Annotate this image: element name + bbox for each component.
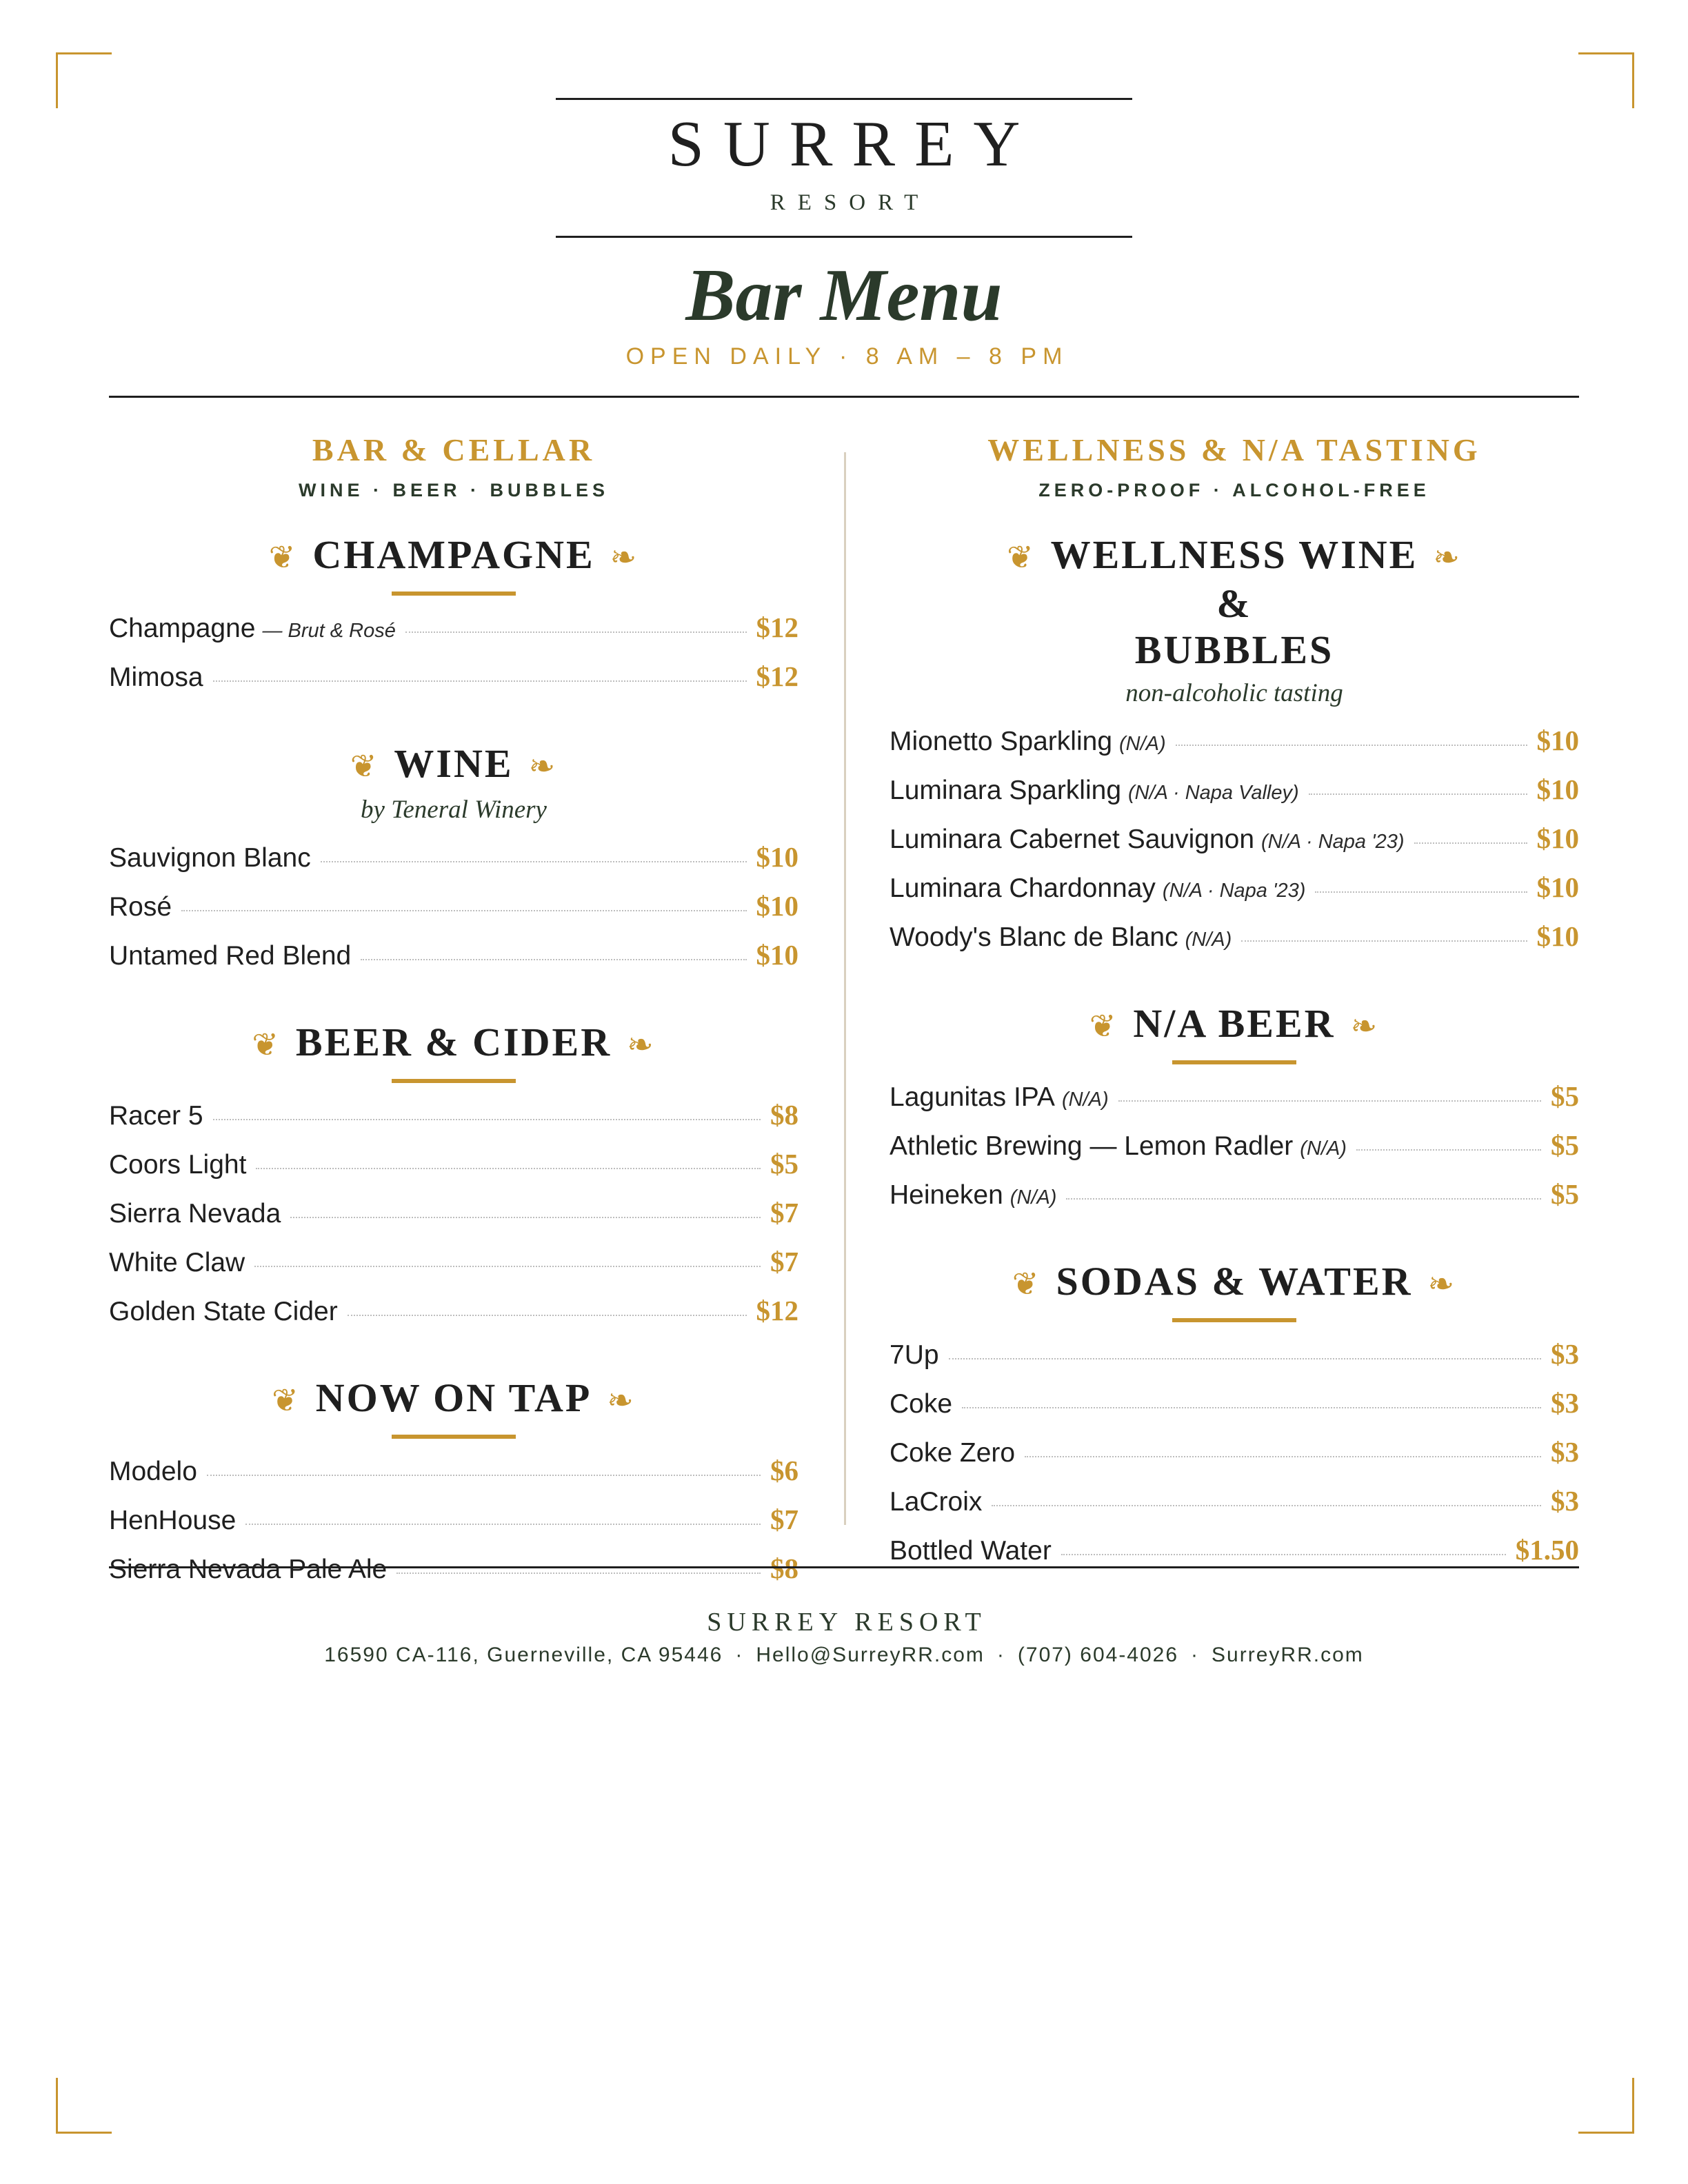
- item-price: $12: [756, 1295, 798, 1327]
- item-name: Golden State Cider: [109, 1297, 338, 1327]
- menu-sections: [890, 532, 1579, 1582]
- fleuron-left-icon: ❦: [1007, 540, 1036, 575]
- item-name: Racer 5: [109, 1101, 203, 1131]
- item-name: Mionetto Sparkling: [890, 727, 1113, 757]
- footer-separator: ·: [735, 1644, 744, 1666]
- item-name: Untamed Red Blend: [109, 941, 352, 971]
- dot-leader: [962, 1407, 1541, 1408]
- item-price: $5: [770, 1148, 798, 1180]
- item-name: Coke Zero: [890, 1438, 1016, 1468]
- menu-section: [890, 1258, 1579, 1582]
- menu-item: [109, 840, 798, 889]
- menu-item: [109, 1503, 798, 1552]
- footer-resort-name: SURREY RESORT: [707, 1608, 987, 1637]
- dot-leader: [290, 1217, 761, 1218]
- item-price: $5: [1551, 1129, 1579, 1162]
- item-note: (N/A · Napa '23): [1162, 880, 1306, 902]
- item-note: (N/A): [1185, 929, 1232, 951]
- item-price: $8: [770, 1553, 798, 1585]
- item-name: Athletic Brewing — Lemon Radler: [890, 1131, 1294, 1162]
- dot-leader: [992, 1505, 1541, 1506]
- section-title-text: WELLNESS WINE: [1050, 532, 1418, 577]
- dot-leader: [1241, 940, 1527, 942]
- fleuron-left-icon: ❦: [1012, 1266, 1041, 1302]
- section-title: [109, 740, 798, 789]
- dot-leader: [213, 680, 747, 682]
- item-price: $10: [756, 841, 798, 873]
- dot-leader: [396, 1573, 761, 1574]
- dot-leader: [949, 1358, 1541, 1359]
- section-title: [109, 532, 798, 580]
- section-title: [890, 532, 1579, 673]
- item-name: Lagunitas IPA: [890, 1082, 1055, 1113]
- footer-website[interactable]: SurreyRR.com: [1212, 1644, 1364, 1666]
- menu-item: [109, 889, 798, 938]
- section-note: non-alcoholic tasting: [1125, 679, 1343, 707]
- fleuron-right-icon: ❧: [610, 540, 639, 575]
- dot-leader: [321, 861, 747, 862]
- menu-item: [890, 822, 1579, 871]
- item-list: [109, 840, 798, 987]
- menu-item: [890, 1080, 1579, 1129]
- item-name: Rosé: [109, 892, 172, 922]
- menu-item: [109, 1552, 798, 1601]
- dot-leader: [1356, 1149, 1541, 1151]
- section-title: [109, 1019, 798, 1068]
- menu-item: [109, 938, 798, 987]
- dot-leader: [1061, 1554, 1506, 1555]
- item-name: 7Up: [890, 1340, 939, 1371]
- menu-item: [109, 1098, 798, 1147]
- menu-item: [890, 1177, 1579, 1226]
- item-list: [890, 724, 1579, 969]
- fleuron-left-icon: ❦: [350, 749, 379, 784]
- item-price: $3: [1551, 1436, 1579, 1468]
- item-name: Champagne: [109, 614, 256, 643]
- menu-item: [890, 1337, 1579, 1386]
- dot-leader: [405, 631, 747, 633]
- item-note: — Brut & Rosé: [262, 620, 396, 642]
- item-price: $7: [770, 1246, 798, 1278]
- item-price: $3: [1551, 1338, 1579, 1371]
- footer-contact: [0, 1645, 1688, 1666]
- dot-leader: [1025, 1456, 1541, 1457]
- item-list: [890, 1337, 1579, 1582]
- item-price: $1.50: [1515, 1534, 1579, 1566]
- section-title: [890, 1000, 1579, 1049]
- menu-item: [890, 1484, 1579, 1533]
- dot-leader: [1309, 793, 1527, 795]
- section-title-text: &: [1216, 581, 1252, 626]
- menu-item: [890, 871, 1579, 920]
- item-price: $6: [770, 1455, 798, 1487]
- column-subheading: ZERO-PROOF · ALCOHOL-FREE: [1038, 480, 1430, 501]
- menu-section: [890, 1000, 1579, 1226]
- item-name: Mimosa: [109, 663, 203, 692]
- item-name: Modelo: [109, 1457, 197, 1487]
- dot-leader: [245, 1524, 761, 1525]
- dot-leader: [1414, 842, 1527, 844]
- menu-item: [109, 1196, 798, 1245]
- footer-phone[interactable]: (707) 604-4026: [1017, 1644, 1179, 1666]
- item-list: [109, 1454, 798, 1601]
- column-heading: BAR & CELLAR: [312, 432, 596, 467]
- dot-leader: [254, 1266, 761, 1267]
- item-price: $7: [770, 1197, 798, 1229]
- menu-item: [109, 1454, 798, 1503]
- logo-rule-top: [556, 98, 1132, 100]
- dot-leader: [361, 959, 746, 960]
- footer-divider: [109, 1566, 1579, 1568]
- item-price: $7: [770, 1504, 798, 1536]
- column-heading: WELLNESS & N/A TASTING: [987, 432, 1481, 467]
- dot-leader: [1066, 1198, 1541, 1200]
- item-price: $10: [756, 939, 798, 971]
- item-name: Coke: [890, 1389, 953, 1419]
- logo-rule-bottom: [556, 236, 1132, 238]
- item-price: $10: [1536, 774, 1579, 806]
- corner-bracket-bottom-left: [56, 2078, 112, 2134]
- item-list: [890, 1080, 1579, 1226]
- section-underline: [392, 1435, 516, 1439]
- section-title: [109, 1375, 798, 1424]
- section-underline: [1172, 1318, 1296, 1322]
- menu-item: [890, 1386, 1579, 1435]
- section-title-text: BUBBLES: [1134, 627, 1334, 672]
- item-name: Heineken: [890, 1180, 1003, 1211]
- item-name: Sauvignon Blanc: [109, 843, 311, 873]
- footer-email[interactable]: Hello@SurreyRR.com: [756, 1644, 985, 1666]
- item-price: $5: [1551, 1080, 1579, 1113]
- menu-item: [890, 1435, 1579, 1484]
- footer-separator: ·: [1191, 1644, 1200, 1666]
- column-divider: [844, 452, 846, 1525]
- menu-item: [109, 1147, 798, 1196]
- fleuron-left-icon: ❦: [252, 1027, 281, 1063]
- item-name: White Claw: [109, 1248, 245, 1278]
- item-note: (N/A): [1300, 1138, 1347, 1160]
- section-title-text: BEER & CIDER: [295, 1020, 612, 1065]
- section-title: [890, 1258, 1579, 1307]
- column-subheading: WINE · BEER · BUBBLES: [299, 480, 609, 501]
- section-underline: [1172, 1060, 1296, 1064]
- item-price: $3: [1551, 1387, 1579, 1419]
- item-price: $10: [1536, 725, 1579, 757]
- opening-hours: OPEN DAILY · 8 AM – 8 PM: [625, 343, 1069, 370]
- menu-section: [109, 1019, 798, 1343]
- item-note: (N/A · Napa Valley): [1128, 782, 1299, 805]
- footer-separator: ·: [996, 1644, 1005, 1666]
- menu-section: [890, 532, 1579, 969]
- item-note: (N/A): [1009, 1186, 1057, 1209]
- menu-item: [890, 1533, 1579, 1582]
- item-name: Sierra Nevada: [109, 1199, 281, 1229]
- header-divider: [109, 396, 1579, 398]
- item-name: Sierra Nevada Pale Ale: [109, 1555, 388, 1585]
- dot-leader: [348, 1315, 747, 1316]
- item-price: $12: [756, 660, 798, 692]
- dot-leader: [181, 910, 746, 911]
- dot-leader: [207, 1475, 761, 1476]
- item-name: Luminara Sparkling: [890, 776, 1122, 806]
- menu-section: [109, 532, 798, 709]
- section-underline: [392, 592, 516, 596]
- item-name: LaCroix: [890, 1487, 983, 1517]
- item-price: $10: [1536, 871, 1579, 904]
- item-list: [109, 1098, 798, 1343]
- item-price: $10: [756, 890, 798, 922]
- section-title-text: SODAS & WATER: [1056, 1259, 1413, 1304]
- fleuron-left-icon: ❦: [272, 1383, 301, 1419]
- menu-item: [890, 920, 1579, 969]
- footer-address: 16590 CA-116, Guerneville, CA 95446: [324, 1644, 723, 1666]
- fleuron-right-icon: ❧: [1350, 1009, 1380, 1044]
- menu-item: [109, 1294, 798, 1343]
- menu-item: [109, 611, 798, 660]
- brand-name: SURREY: [667, 108, 1040, 180]
- dot-leader: [1176, 745, 1527, 746]
- menu-item: [109, 1245, 798, 1294]
- section-title-text: WINE: [394, 741, 514, 786]
- menu-sections: [109, 532, 798, 1601]
- item-price: $10: [1536, 920, 1579, 953]
- menu-title: Bar Menu: [685, 254, 1003, 336]
- item-price: $12: [756, 611, 798, 643]
- menu-item: [109, 660, 798, 709]
- fleuron-right-icon: ❧: [607, 1383, 636, 1419]
- item-name: Luminara Cabernet Sauvignon: [890, 825, 1255, 855]
- dot-leader: [213, 1119, 761, 1120]
- section-title-text: NOW ON TAP: [315, 1375, 592, 1421]
- section-title-text: N/A BEER: [1133, 1001, 1336, 1046]
- section-underline: [392, 1079, 516, 1083]
- item-name: Coors Light: [109, 1150, 247, 1180]
- item-list: [109, 611, 798, 709]
- menu-item: [890, 724, 1579, 773]
- menu-item: [890, 773, 1579, 822]
- dot-leader: [1118, 1100, 1541, 1102]
- dot-leader: [1315, 891, 1527, 893]
- menu-item: [890, 1129, 1579, 1177]
- item-name: Woody's Blanc de Blanc: [890, 922, 1178, 953]
- fleuron-right-icon: ❧: [1433, 540, 1462, 575]
- brand-subname: RESORT: [770, 190, 931, 215]
- item-note: (N/A · Napa '23): [1261, 831, 1405, 853]
- item-name: Bottled Water: [890, 1536, 1052, 1566]
- bar-and-cellar-column: [109, 427, 798, 1601]
- wellness-column: [890, 427, 1579, 1582]
- dot-leader: [256, 1168, 761, 1169]
- item-price: $10: [1536, 822, 1579, 855]
- item-price: $3: [1551, 1485, 1579, 1517]
- fleuron-right-icon: ❧: [627, 1027, 656, 1063]
- fleuron-left-icon: ❦: [268, 540, 298, 575]
- item-note: (N/A): [1061, 1089, 1109, 1111]
- corner-bracket-top-right: [1578, 52, 1634, 108]
- item-price: $5: [1551, 1178, 1579, 1211]
- fleuron-left-icon: ❦: [1089, 1009, 1118, 1044]
- item-note: (N/A): [1119, 733, 1166, 756]
- menu-section: [109, 740, 798, 987]
- corner-bracket-top-left: [56, 52, 112, 108]
- section-note: by Teneral Winery: [361, 796, 547, 824]
- item-name: HenHouse: [109, 1506, 237, 1536]
- item-price: $8: [770, 1099, 798, 1131]
- item-name: Luminara Chardonnay: [890, 873, 1156, 904]
- fleuron-right-icon: ❧: [528, 749, 558, 784]
- section-title-text: CHAMPAGNE: [312, 532, 595, 577]
- fleuron-right-icon: ❧: [1427, 1266, 1457, 1302]
- corner-bracket-bottom-right: [1578, 2078, 1634, 2134]
